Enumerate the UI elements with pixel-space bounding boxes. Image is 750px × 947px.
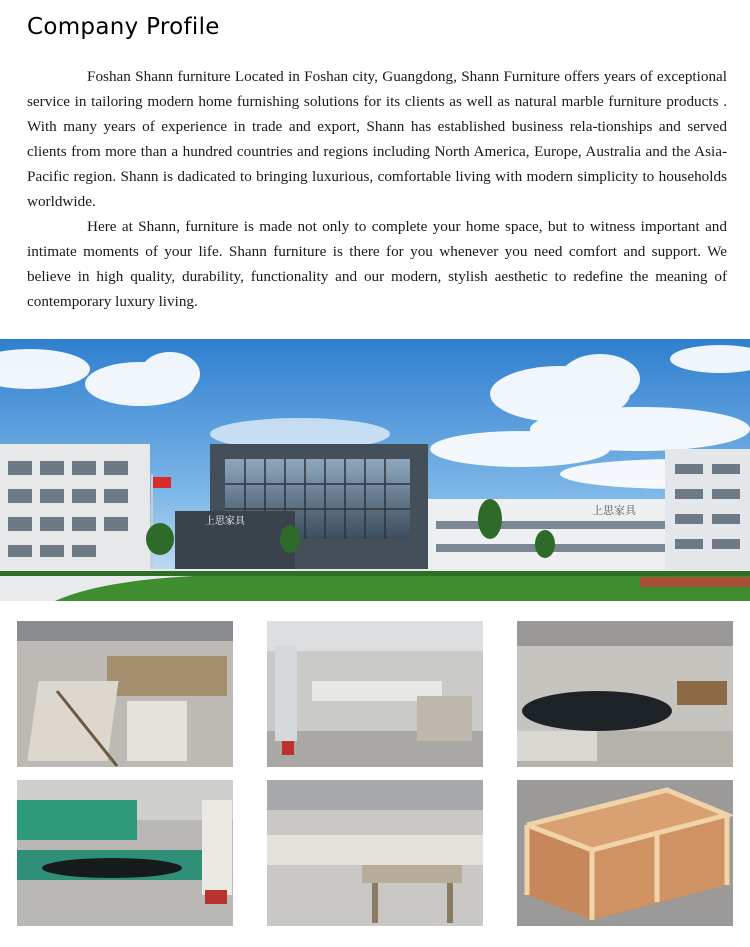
workshop-photo-marble-slabs (17, 621, 233, 767)
paragraph-1: Foshan Shann furniture Located in Foshan city, Guangdong, Shann Furniture offers years of exceptional service in tailoring modern home furnishing solutions for its clients as well as natural marble furniture products . With many years of experience in trade and export, Shann has established business rela-tionships and served clients from more than a hundred countries and regions including North America, Europe, Australia and the Asia-Pacific region. Shann is dadicated to bringing luxurious, comfortable living with modern simplicity to households worldwide. (27, 68, 727, 210)
building-sign-main: 上思家具 (205, 516, 245, 527)
workshop-photo-cutting-machine (17, 780, 233, 926)
factory-banner-photo (0, 339, 750, 601)
paragraph-2: Here at Shann, furniture is made not only to complete your home space, but to witness important and intimate moments of your life. Shann furniture is there for you whenever you need comfort and support. We believe in high quality, durability, functionality and our modern, stylish aesthetic to redefine the meaning of contemporary luxury living. (27, 218, 727, 310)
company-description (27, 64, 727, 314)
page-title: Company Profile (27, 14, 220, 40)
workshop-photo-worker-polishing (267, 621, 483, 767)
workshop-photo-glass-table (517, 621, 733, 767)
workshop-photo-marble-tops (267, 780, 483, 926)
building-sign-side: 上思家具 (592, 504, 636, 517)
workshop-photo-wooden-crate (517, 780, 733, 926)
